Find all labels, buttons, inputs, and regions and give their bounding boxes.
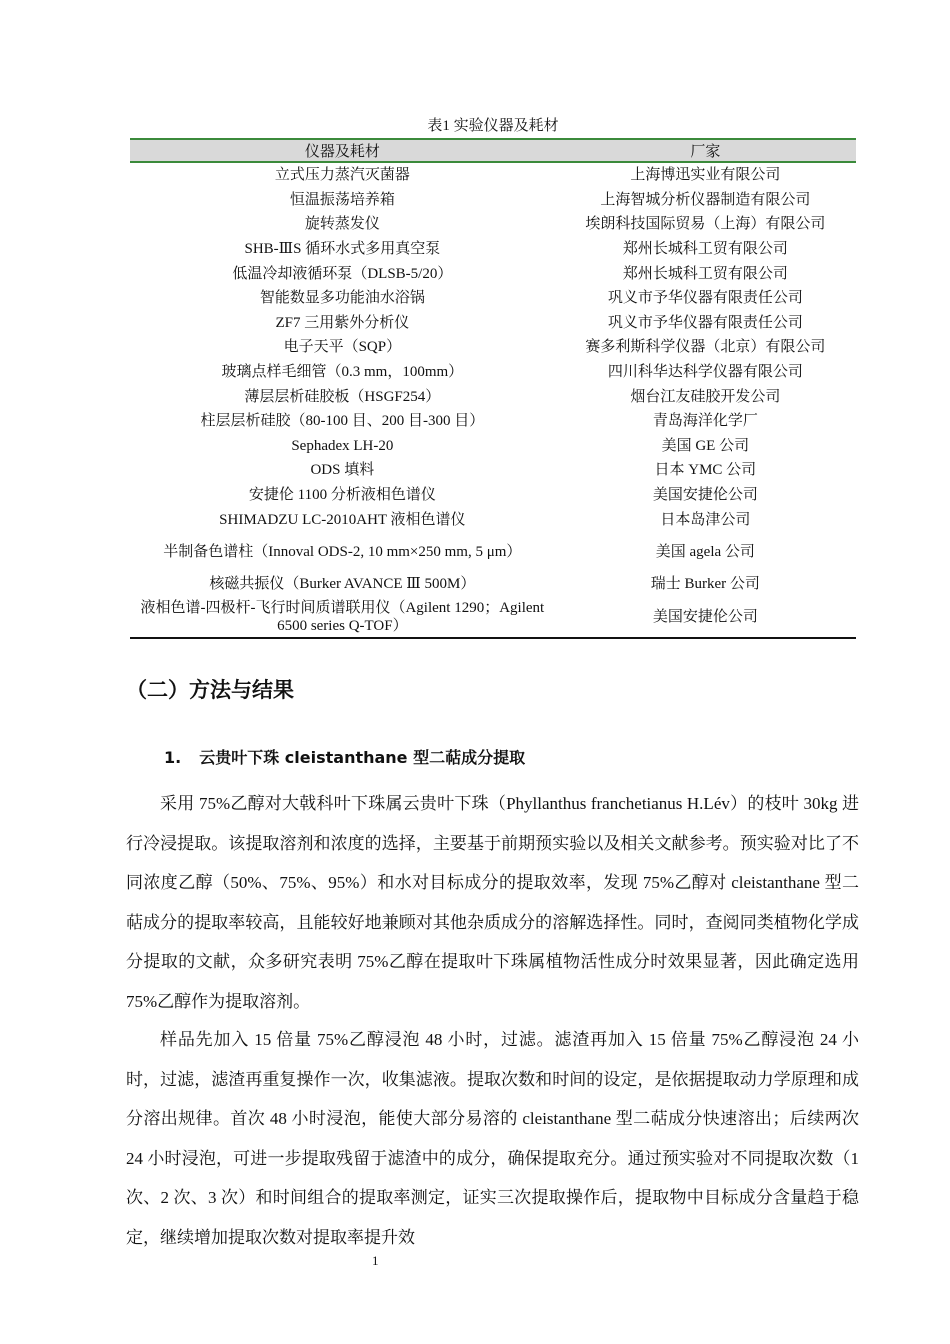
equipment-cell: SHB-ⅢS 循环水式多用真空泵 (244, 241, 441, 258)
equipment-cell: 玻璃点样毛细管（0.3 mm，100mm） (221, 364, 464, 381)
section-heading: （二）方法与结果 (126, 678, 294, 702)
equipment-cell: 低温冷却液循环泵（DLSB-5/20） (232, 265, 453, 282)
manufacturer-cell: 日本 YMC 公司 (654, 462, 757, 479)
subsection-heading (164, 746, 525, 770)
body-paragraph: 采用 75%乙醇对大戟科叶下珠属云贵叶下珠（Phyllanthus franchetianus H.Lév）的枝叶 30kg 进行冷浸提取。该提取溶剂和浓度的选择，主要基于前期预实验以及相关文献参考。预实验对比了不同浓度乙醇（50%、75%、95%）和水对目标成分的提取效率，发现 75%乙醇对 cleistanthane 型二萜成分的提取率较高，且能较好地兼顾对其他杂质成分的溶解选择性。同时，查阅同类植物化学成分提取的文献，众多研究表明 75%乙醇在提取叶下珠属植物活性成分时效果显著，因此确定选用 75%乙醇作为提取溶剂。 (126, 794, 859, 1011)
equipment-cell: 安捷伦 1100 分析液相色谱仪 (248, 487, 436, 504)
equipment-cell: 电子天平（SQP） (283, 339, 402, 356)
body-paragraph: 样品先加入 15 倍量 75%乙醇浸泡 48 小时，过滤。滤渣再加入 15 倍量 75%乙醇浸泡 24 小时，过滤，滤渣再重复操作一次，收集滤液。提取次数和时间的设定，是依据提取动力学原理和成分溶出规律。首次 48 小时浸泡，能使大部分易溶的 cleistanthane 型二萜成分快速溶出；后续两次 24 小时浸泡，可进一步提取残留于滤渣中的成分，确保提取充分。通过预实验对不同提取次数（1 次、2 次、3 次）和时间组合的提取率测定，证实三次提取操作后，提取物中目标成分含量趋于稳定，继续增加提取次数对提取率提升效 (126, 1030, 859, 1247)
equipment-cell: SHIMADZU LC-2010AHT 液相色谱仪 (219, 511, 466, 528)
equipment-cell: Sephadex LH-20 (291, 437, 394, 454)
table-row (130, 212, 856, 237)
equipment-cell: 液相色谱-四极杆-飞行时间质谱联用仪（Agilent 1290；Agilent 6500 series Q-TOF） (130, 597, 555, 638)
table-row (130, 360, 856, 385)
equipment-cell: 半制备色谱柱（Innoval ODS-2, 10 mm×250 mm, 5 μm） (163, 543, 522, 560)
table-row (130, 311, 856, 336)
table-row (130, 188, 856, 213)
table-row (130, 162, 856, 188)
equipment-cell: 恒温振荡培养箱 (289, 191, 395, 208)
equipment-table (130, 138, 856, 639)
equipment-cell: 柱层层析硅胶（80-100 目、200 目-300 目） (200, 413, 485, 430)
subsection-title: 云贵叶下珠 cleistanthane 型二萜成分提取 (199, 748, 526, 767)
manufacturer-cell: 郑州长城科工贸有限公司 (622, 265, 788, 282)
manufacturer-cell: 巩义市予华仪器有限责任公司 (607, 314, 803, 331)
column-header-manufacturer: 厂家 (690, 144, 721, 160)
manufacturer-cell: 美国 GE 公司 (661, 437, 750, 454)
table-row (130, 237, 856, 262)
manufacturer-cell: 上海智城分析仪器制造有限公司 (600, 191, 811, 208)
manufacturer-cell: 赛多利斯科学仪器（北京）有限公司 (585, 339, 826, 356)
table-row (130, 409, 856, 434)
equipment-cell: 智能数显多功能油水浴锅 (259, 290, 425, 307)
subsection-number: 1. (164, 748, 182, 767)
manufacturer-cell: 上海博迅实业有限公司 (630, 167, 781, 184)
manufacturer-cell: 美国安捷伦公司 (652, 487, 758, 504)
table-caption: 表1 实验仪器及耗材 (427, 118, 559, 134)
table-row (130, 572, 856, 597)
page-number: 1 (372, 1253, 379, 1268)
table-row (130, 532, 856, 572)
manufacturer-cell: 四川科华达科学仪器有限公司 (607, 364, 803, 381)
manufacturer-cell: 烟台江友硅胶开发公司 (630, 388, 781, 405)
equipment-cell: ZF7 三用紫外分析仪 (275, 314, 410, 331)
manufacturer-cell: 瑞士 Burker 公司 (650, 576, 760, 593)
table-row (130, 261, 856, 286)
manufacturer-cell: 青岛海洋化学厂 (652, 413, 758, 430)
equipment-cell: 旋转蒸发仪 (304, 216, 380, 233)
table-row (130, 384, 856, 409)
table-header-row (130, 139, 856, 162)
table-row (130, 434, 856, 459)
manufacturer-cell: 日本岛津公司 (660, 511, 751, 528)
manufacturer-cell: 美国 agela 公司 (655, 543, 755, 560)
table-row (130, 597, 856, 638)
manufacturer-cell: 郑州长城科工贸有限公司 (622, 241, 788, 258)
equipment-cell: 核磁共振仪（Burker AVANCE Ⅲ 500M） (209, 576, 476, 593)
table-row (130, 335, 856, 360)
equipment-cell: 薄层层析硅胶板（HSGF254） (244, 388, 441, 405)
table-row (130, 483, 856, 508)
manufacturer-cell: 埃朗科技国际贸易（上海）有限公司 (585, 216, 826, 233)
table-row (130, 286, 856, 311)
manufacturer-cell: 美国安捷伦公司 (555, 597, 856, 638)
equipment-cell: ODS 填料 (310, 462, 375, 479)
equipment-cell: 立式压力蒸汽灭菌器 (274, 167, 410, 184)
table-row (130, 507, 856, 532)
manufacturer-cell: 巩义市予华仪器有限责任公司 (607, 290, 803, 307)
table-row (130, 458, 856, 483)
column-header-equipment: 仪器及耗材 (304, 144, 380, 160)
